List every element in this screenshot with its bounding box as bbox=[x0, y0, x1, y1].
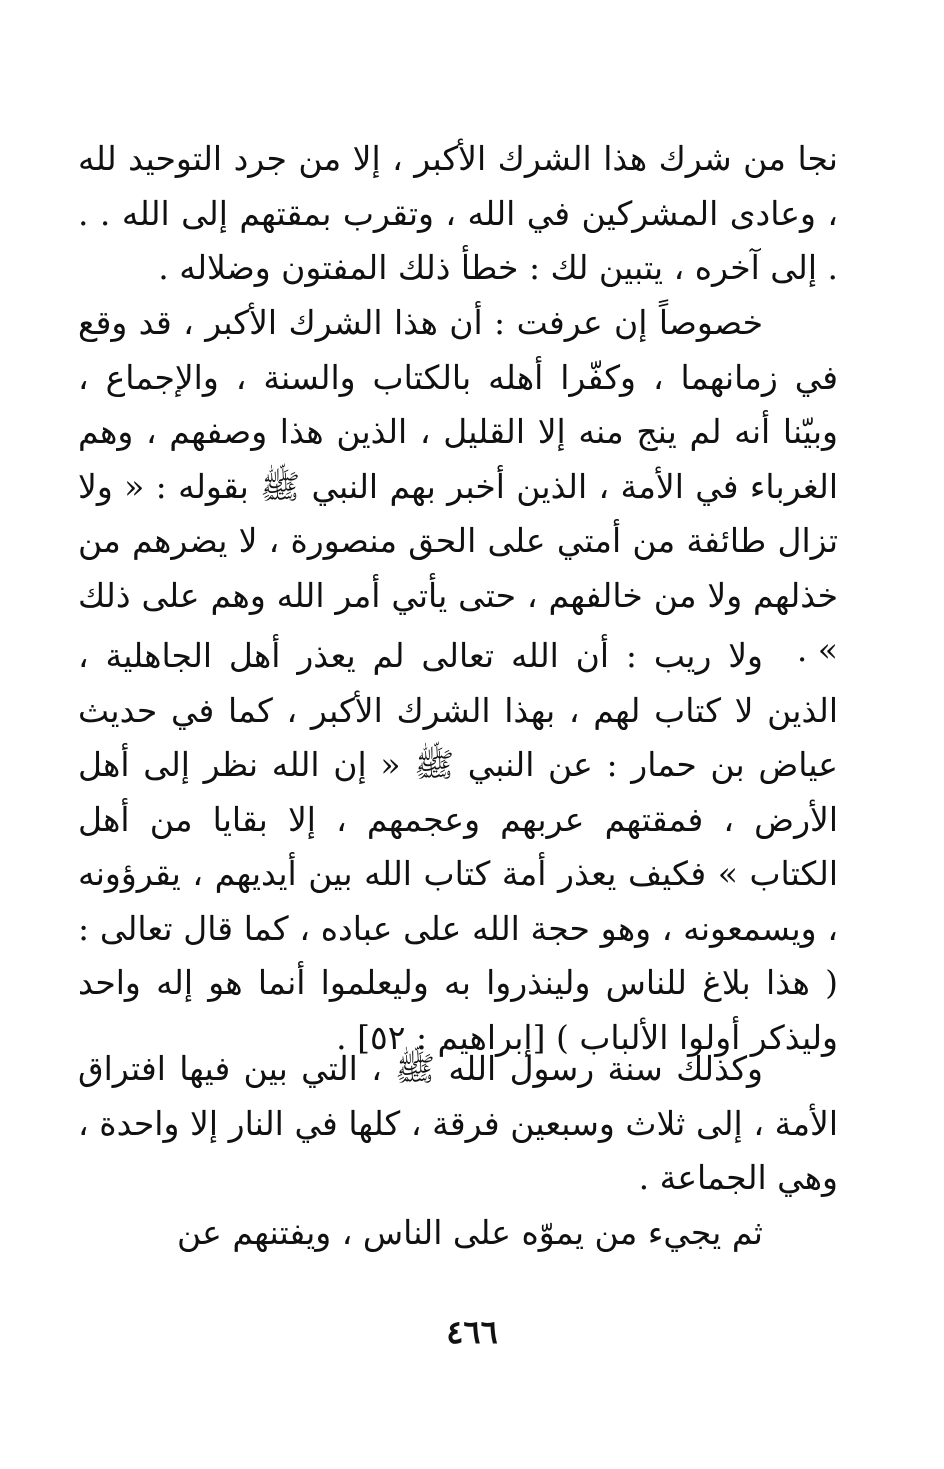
paragraph-2: خصوصاً إن عرفت : أن هذا الشرك الأكبر ، قد وقع في زمانهما ، وكفّرا أهله بالكتاب والسنة ، والإجماع ، وبيّنا أنه لم ينج منه إلا القليل ، الذين هذا وصفهم ، وهم الغرباء في الأمة ، الذين أخبر بهم النبي ﷺ بقوله : « ولا تزال طائفة من أمتي على الحق منصورة ، لا يضرهم من خذلهم ولا من خالفهم ، حتى يأتي أمر الله وهم على ذلك » . bbox=[78, 303, 838, 669]
paragraph-1: نجا من شرك هذا الشرك الأكبر ، إلا من جرد التوحيد لله ، وعادى المشركين في الله ، وتقرب بمقتهم إلى الله . . . إلى آخره ، يتبين لك : خطأ ذلك المفتون وضلاله . bbox=[78, 139, 838, 287]
paragraph-block-5 bbox=[78, 1206, 838, 1261]
paragraph-continuation bbox=[78, 132, 838, 296]
paragraph-block-4 bbox=[78, 1042, 838, 1206]
paragraph-4: وكذلك سنة رسول الله ﷺ ، التي بين فيها افتراق الأمة ، إلى ثلاث وسبعين فرقة ، كلها في النار إلا واحدة ، وهي الجماعة . bbox=[78, 1049, 838, 1197]
paragraph-3: ولا ريب : أن الله تعالى لم يعذر أهل الجاهلية ، الذين لا كتاب لهم ، بهذا الشرك الأكبر ، كما في حديث عياض بن حمار : عن النبي ﷺ « إن الله نظر إلى أهل الأرض ، فمقتهم عربهم وعجمهم ، إلا بقايا من أهل الكتاب » فكيف يعذر أمة كتاب الله بين أيديهم ، يقرؤونه ، ويسمعونه ، وهو حجة الله على عباده ، كما قال تعالى : ( هذا بلاغ للناس ولينذروا به وليعلموا أنما هو إله واحد وليذكر أولوا الألباب ) [إبراهيم : ٥٢] . bbox=[78, 636, 838, 1057]
paragraph-block-2 bbox=[78, 296, 838, 678]
paragraph-5: ثم يجيء من يموّه على الناس ، ويفتنهم عن bbox=[177, 1213, 763, 1252]
paragraph-block-3 bbox=[78, 629, 838, 1065]
page-number: ٤٦٦ bbox=[446, 1313, 498, 1351]
